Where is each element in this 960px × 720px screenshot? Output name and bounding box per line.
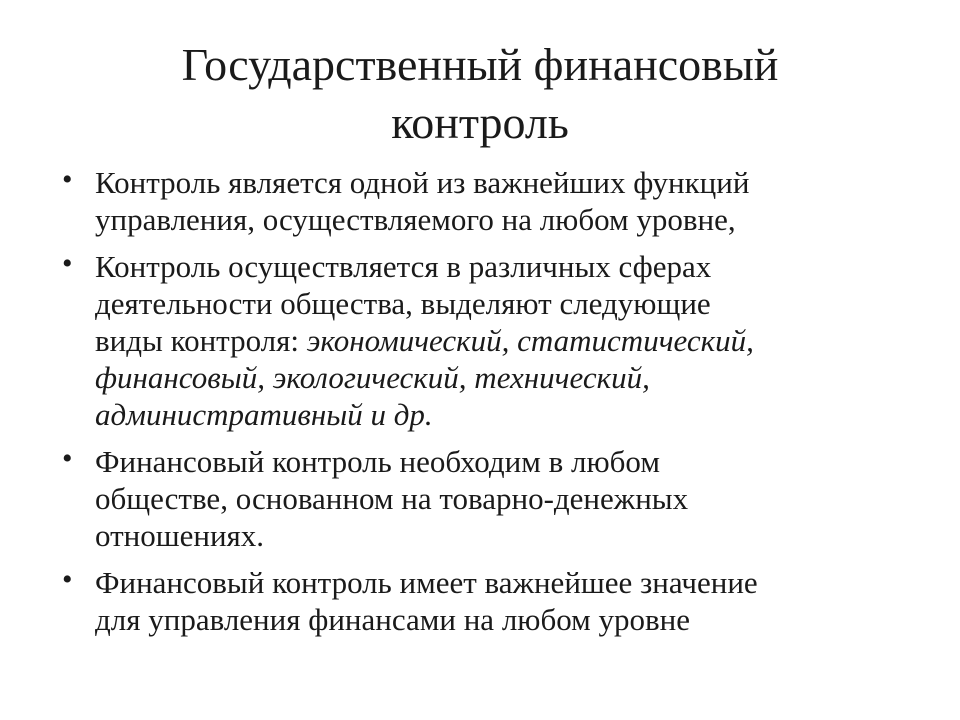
bullet-list bbox=[62, 164, 912, 648]
bullet-dot-icon: • bbox=[62, 163, 73, 196]
bullet-2-line-3-italic: экономический, статистический, bbox=[306, 323, 754, 358]
bullet-1-line-1: Контроль является одной из важнейших функций bbox=[95, 165, 750, 200]
bullet-2-line-5: административный и др. bbox=[95, 397, 433, 432]
slide-title-line-2: контроль bbox=[391, 97, 569, 148]
bullet-2-line-3 bbox=[95, 322, 912, 359]
bullet-2-line-4: финансовый, экологический, технический, bbox=[95, 360, 650, 395]
bullet-2-line-3-plain: виды контроля: bbox=[95, 323, 307, 358]
bullet-2-line-1: Контроль осуществляется в различных сферах bbox=[95, 249, 712, 284]
slide-title-line-1: Государственный финансовый bbox=[181, 39, 779, 90]
bullet-item-3 bbox=[62, 443, 912, 554]
slide-title bbox=[60, 36, 900, 152]
bullet-2-line-2: деятельности общества, выделяют следующие bbox=[95, 286, 711, 321]
bullet-4-line-1: Финансовый контроль имеет важнейшее значение bbox=[95, 565, 758, 600]
bullet-3-line-2: обществе, основанном на товарно-денежных bbox=[95, 481, 689, 516]
bullet-dot-icon: • bbox=[62, 563, 73, 596]
bullet-dot-icon: • bbox=[62, 442, 73, 475]
bullet-3-line-1: Финансовый контроль необходим в любом bbox=[95, 444, 660, 479]
bullet-item-1 bbox=[62, 164, 912, 238]
bullet-4-line-2: для управления финансами на любом уровне bbox=[95, 602, 690, 637]
bullet-item-2 bbox=[62, 248, 912, 433]
bullet-item-4 bbox=[62, 564, 912, 638]
bullet-1-line-2: управления, осуществляемого на любом уровне, bbox=[95, 202, 736, 237]
bullet-dot-icon: • bbox=[62, 247, 73, 280]
bullet-3-line-3: отношениях. bbox=[95, 518, 265, 553]
